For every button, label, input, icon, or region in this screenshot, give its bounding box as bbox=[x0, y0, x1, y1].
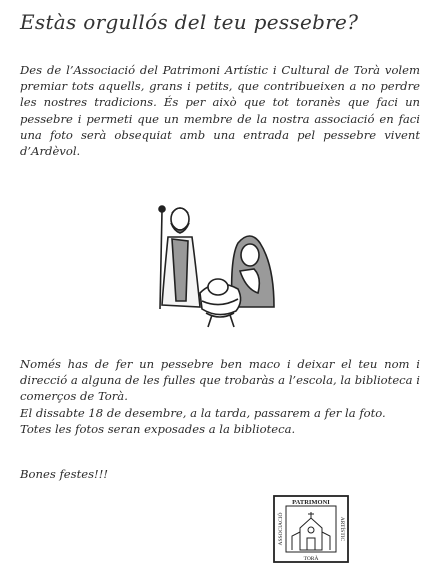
logo-right-text: ARTÍSTIC bbox=[339, 516, 345, 542]
nativity-illustration bbox=[150, 197, 280, 332]
intro-paragraph: Des de l’Associació del Patrimoni Artístic i Cultural de Torà volem premiar tots aquells, grans i petits, que contribueixen a no perdre les nostres tradicions. És per això que tot toranès que faci un pessebre i permeti que un membre de la nostra associació en faci una foto serà obsequiat amb una entrada pel pessebre vivent d’Ardèvol. bbox=[20, 63, 420, 159]
exhibit-paragraph: Totes les fotos seran exposades a la biblioteca. bbox=[20, 422, 296, 436]
logo-top-text: PATRIMONI bbox=[292, 499, 330, 506]
instructions-paragraph: Només has de fer un pessebre ben maco i deixar el teu nom i direcció a alguna de les fulles que trobaràs a l’escola, la biblioteca i comerços de Torà. bbox=[20, 357, 420, 404]
greeting-text: Bones festes!!! bbox=[20, 467, 109, 481]
logo-bottom-text: TORÀ bbox=[303, 556, 319, 562]
logo-left-text: ASSOCIACIÓ bbox=[278, 512, 284, 546]
joseph-figure bbox=[159, 206, 200, 309]
page-title: Estàs orgullós del teu pessebre? bbox=[20, 10, 359, 34]
date-paragraph: El dissabte 18 de desembre, a la tarda, passarem a fer la foto. bbox=[20, 406, 386, 420]
association-logo bbox=[270, 494, 352, 564]
